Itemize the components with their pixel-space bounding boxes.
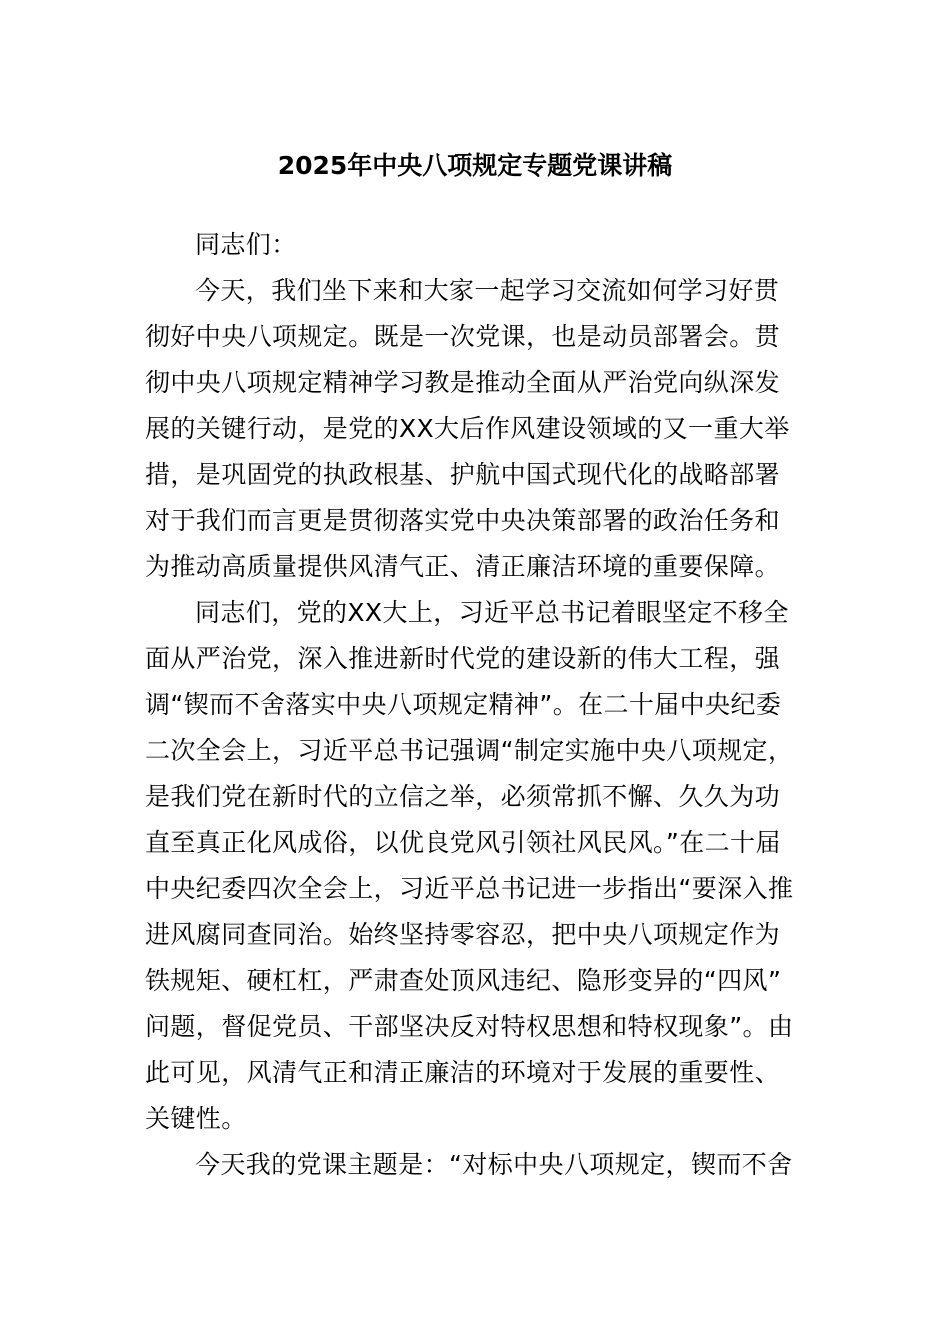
paragraph-1-line-1: 今天，我们坐下来和大家一起学习交流如何学习好贯 — [195, 276, 780, 305]
paragraph-2-line-12: 关键性。 — [145, 1104, 247, 1133]
paragraph-2-line-8: 进风腐同查同治。始终坚持零容忍，把中央八项规定作为 — [145, 920, 781, 949]
paragraph-1-line-3: 彻中央八项规定精神学习教是推动全面从严治党向纵深发 — [145, 368, 781, 397]
paragraph-2-line-4: 二次全会上，习近平总书记强调“制定实施中央八项规定， — [145, 736, 794, 765]
paragraph-2-line-11: 此可见，风清气正和清正廉洁的环境对于发展的重要性、 — [145, 1058, 781, 1087]
paragraph-3-line-1: 今天我的党课主题是：“对标中央八项规定，锲而不舍 — [195, 1150, 793, 1179]
paragraph-2-line-5: 是我们党在新时代的立信之举，必须常抓不懈、久久为功 — [145, 782, 781, 811]
paragraph-2-line-3: 调“锲而不舍落实中央八项规定精神”。在二十届中央纪委 — [145, 690, 782, 719]
paragraph-2-line-2: 面从严治党，深入推进新时代党的建设新的伟大工程，强 — [145, 644, 781, 673]
paragraph-1-line-4: 展的关键行动，是党的XX大后作风建设领域的又一重大举 — [145, 414, 790, 443]
paragraph-2-line-1: 同志们，党的XX大上，习近平总书记着眼坚定不移全 — [195, 598, 789, 627]
paragraph-1-line-7: 为推动高质量提供风清气正、清正廉洁环境的重要保障。 — [145, 552, 781, 581]
document-body — [145, 222, 815, 1188]
paragraph-1-line-2: 彻好中央八项规定。既是一次党课，也是动员部署会。贯 — [145, 322, 781, 351]
paragraph-1-line-6: 对于我们而言更是贯彻落实党中央决策部署的政治任务和 — [145, 506, 781, 535]
paragraph-2-line-9: 铁规矩、硬杠杠，严肃查处顶风违纪、隐形变异的“四风” — [145, 966, 782, 995]
document-title: 2025年中央八项规定专题党课讲稿 — [277, 151, 673, 180]
salutation-line: 同志们： — [195, 230, 297, 259]
paragraph-2-line-6: 直至真正化风成俗，以优良党风引领社风民风。”在二十届 — [145, 828, 781, 857]
paragraph-2-line-10: 问题，督促党员、干部坚决反对特权思想和特权现象”。由 — [145, 1012, 794, 1041]
paragraph-1-line-5: 措，是巩固党的执政根基、护航中国式现代化的战略部署 — [145, 460, 781, 489]
paragraph-2-line-7: 中央纪委四次全会上，习近平总书记进一步指出“要深入推 — [145, 874, 794, 903]
